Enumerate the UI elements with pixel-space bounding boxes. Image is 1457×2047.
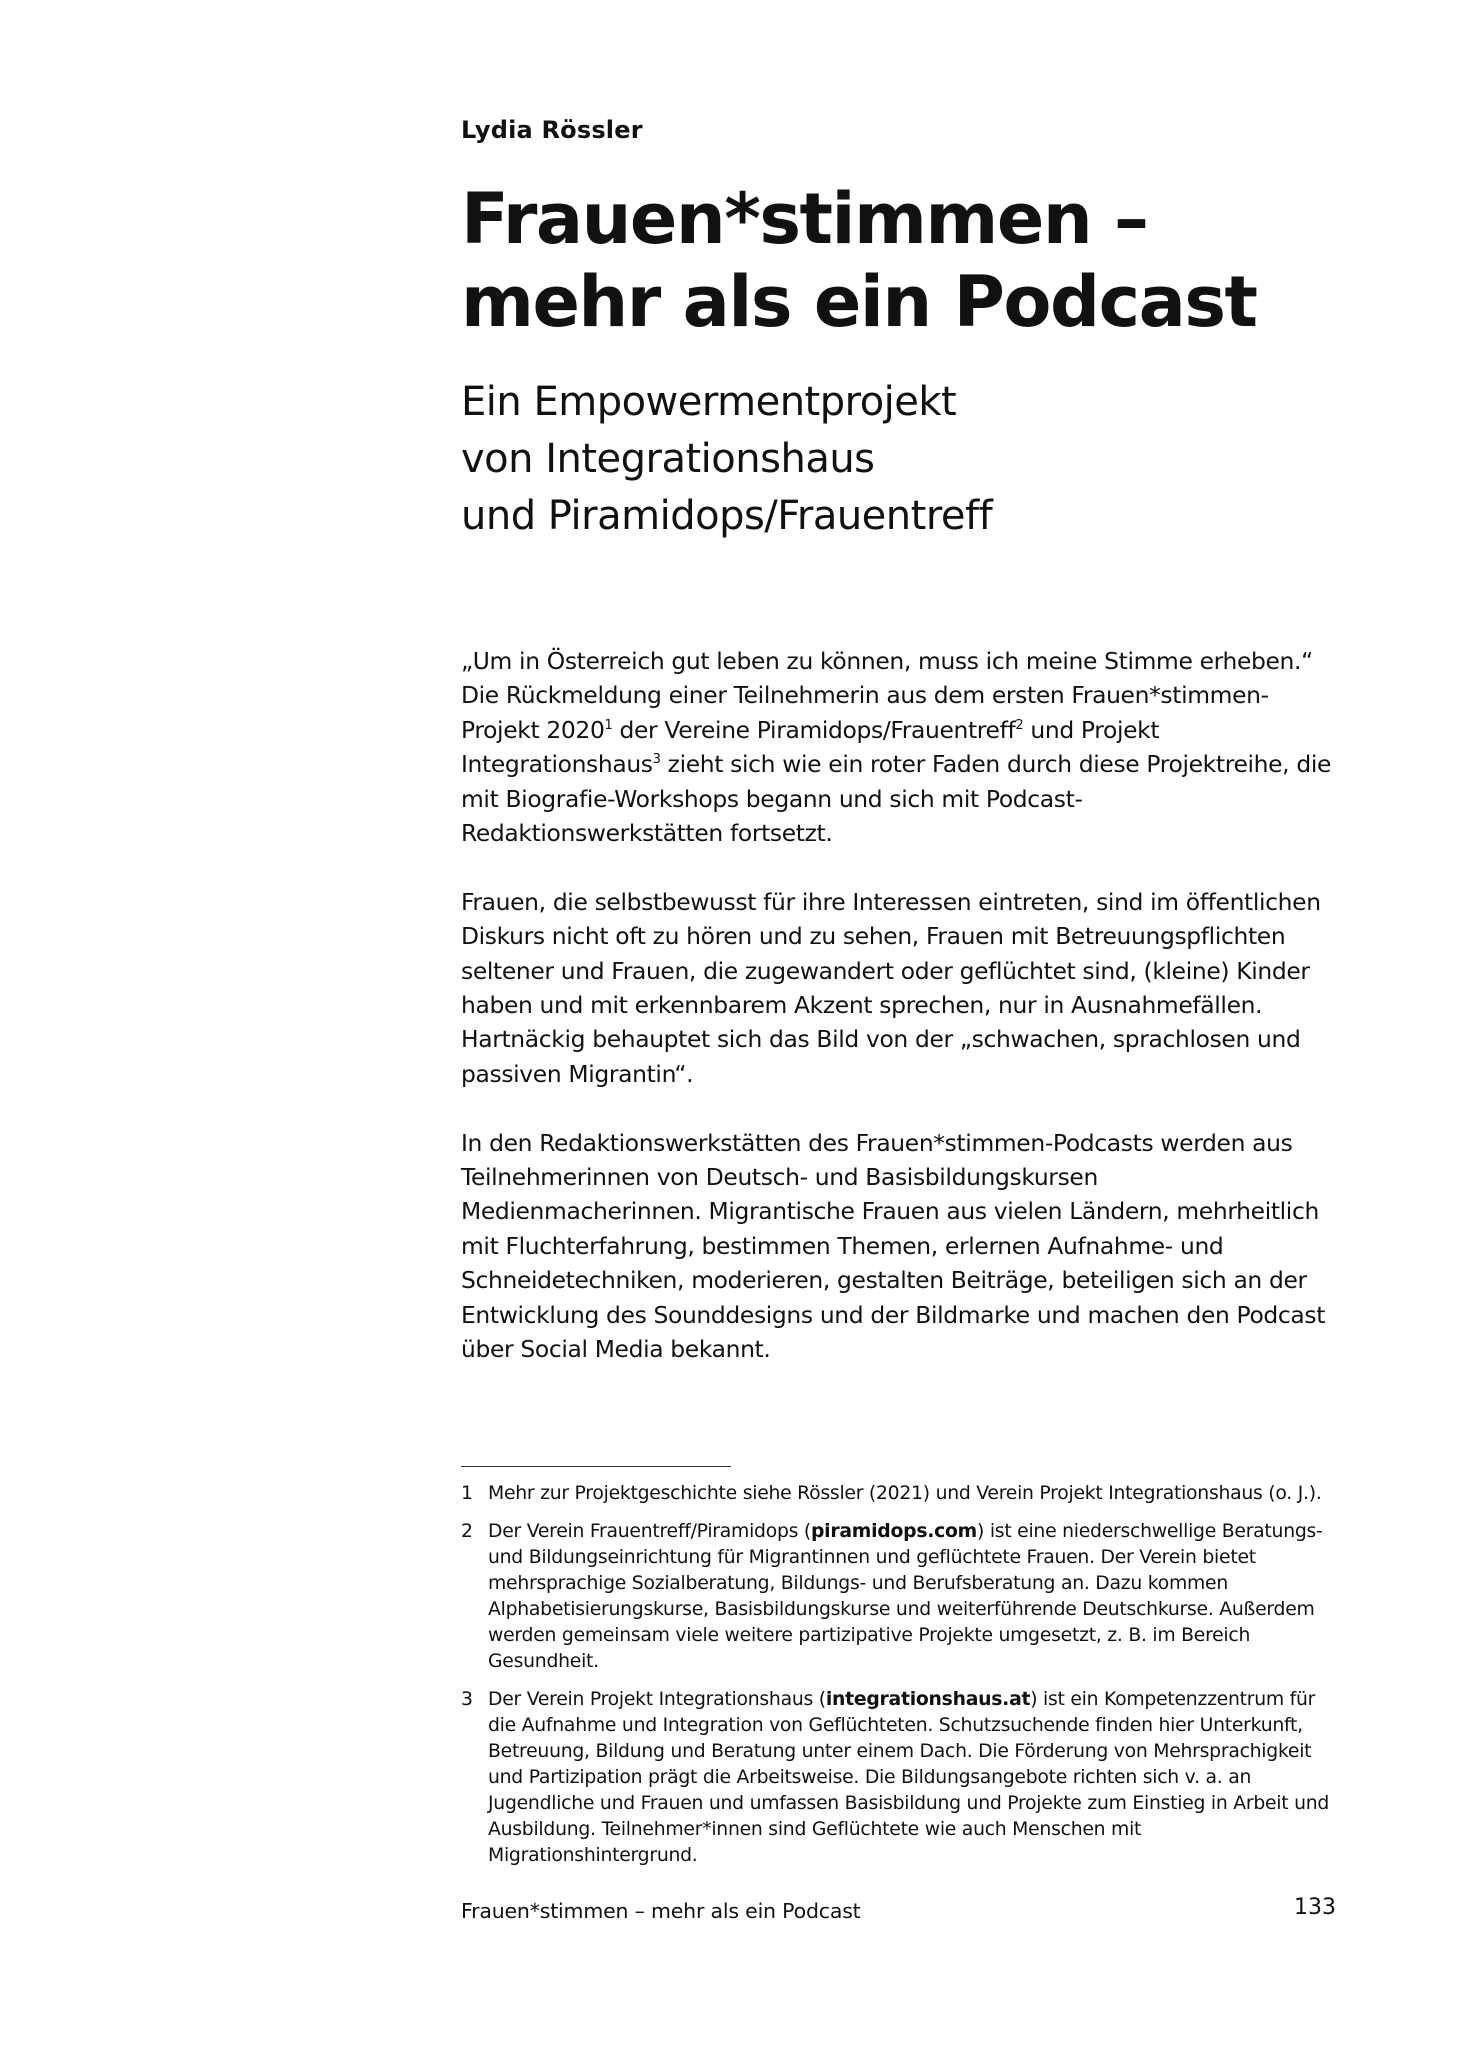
text-run: zieht sich wie ein roter Faden durch diese Projektreihe, die mit Biografie-Workshops begann und sich mit Podcast-Redaktionswerkstätten fortsetzt.: [461, 750, 1332, 848]
subtitle-line: und Piramidops/Frauentreff: [461, 493, 993, 539]
footnote-ref: 3: [652, 752, 661, 768]
body-paragraph: In den Redaktionswerkstätten des Frauen*stimmen-Podcasts werden aus Teilnehmerinnen von Deutsch- und Basisbildungskursen Medienmacherinnen. Migrantische Frauen aus vielen Ländern, mehrheitlich mit Fluchterfahrung, bestimmen Themen, erlernen Aufnahme- und Schneidetechniken, moderieren, gestalten Beiträge, beteiligen sich an der Entwicklung des Sounddesigns und der Bildmarke und machen den Podcast über Social Media bekannt.: [461, 1128, 1326, 1364]
title-line: mehr als ein Podcast: [461, 261, 1257, 343]
footnote: [461, 1687, 1337, 1869]
article-subtitle: [461, 374, 1337, 545]
footnote: [461, 1481, 1337, 1507]
subtitle-line: Ein Empowermentprojekt: [461, 379, 957, 425]
body-paragraph: Frauen, die selbstbewusst für ihre Interessen eintreten, sind im öffentlichen Diskurs nicht oft zu hören und zu sehen, Frauen mit Betreuungspflichten seltener und Frauen, die zugewandert oder geflüchtet sind, (kleine) Kinder haben und mit erkennbarem Akzent sprechen, nur in Ausnahmefällen. Hartnäckig behauptet sich das Bild von der „schwachen, sprachlosen und passiven Migrantin“.: [461, 887, 1321, 1088]
author-name: Lydia Rössler: [461, 116, 643, 144]
text-run: und Projekt Integrationshaus: [461, 715, 1160, 779]
footnote-number: 1: [461, 1483, 473, 1504]
footnote-number: 2: [461, 1521, 473, 1542]
body-paragraph: [461, 644, 1337, 850]
footnote-text: Der Verein Frauentreff/Piramidops (: [488, 1521, 811, 1542]
title-line: Frauen*stimmen –: [461, 178, 1148, 260]
text-run: „Um in Österreich gut leben zu können, muss ich meine Stimme erheben.“ Die Rückmeldung einer Teilnehmerin aus dem ersten Frauen*stimmen-Projekt 2020: [461, 647, 1313, 744]
subtitle-line: von Integrationshaus: [461, 436, 875, 482]
article-title: [461, 178, 1337, 344]
footnote-number: 3: [461, 1689, 473, 1710]
footnote-divider: [461, 1466, 731, 1467]
footnote-link[interactable]: piramidops.com: [810, 1521, 978, 1542]
footnote: [461, 1519, 1337, 1675]
footnote-text: ) ist eine niederschwellige Beratungs- und Bildungseinrichtung für Migrantinnen und geflüchtete Frauen. Der Verein bietet mehrsprachige Sozialberatung, Bildungs- und Berufsberatung an. Dazu kommen Alphabetisierungskurse, Basisbildungskurse und weiterführende Deutschkurse. Außerdem werden gemeinsam viele weitere partizipative Projekte umgesetzt, z. B. im Bereich Gesundheit.: [488, 1521, 1323, 1672]
footnote-ref: 2: [1015, 718, 1024, 734]
text-run: der Vereine Piramidops/Frauentreff: [612, 715, 1016, 744]
footnote-link[interactable]: integrationshaus.at: [825, 1689, 1031, 1710]
footnote-text: ) ist ein Kompetenzzentrum für die Aufnahme und Integration von Geflüchteten. Schutzsuchende finden hier Unterkunft, Betreuung, Bildung und Beratung unter einem Dach. Die Förderung von Mehrsprachigkeit und Partizipation prägt die Arbeitsweise. Die Bildungsangebote richten sich v. a. an Jugendliche und Frauen und umfassen Basisbildung und Projekte zum Einstieg in Arbeit und Ausbildung. Teilnehmer*innen sind Geflüchtete wie auch Menschen mit Migrationshintergrund.: [488, 1689, 1330, 1866]
footnotes: [461, 1481, 1337, 1881]
footnote-text: Der Verein Projekt Integrationshaus (: [488, 1689, 826, 1710]
body-text: [461, 644, 1337, 1401]
page-number: 133: [1294, 1895, 1336, 1920]
footnote-text: Mehr zur Projektgeschichte siehe Rössler (2021) und Verein Projekt Integrationshaus (o. J.).: [488, 1483, 1322, 1504]
footnote-ref: 1: [604, 718, 613, 734]
running-head: Frauen*stimmen – mehr als ein Podcast: [461, 1899, 861, 1923]
